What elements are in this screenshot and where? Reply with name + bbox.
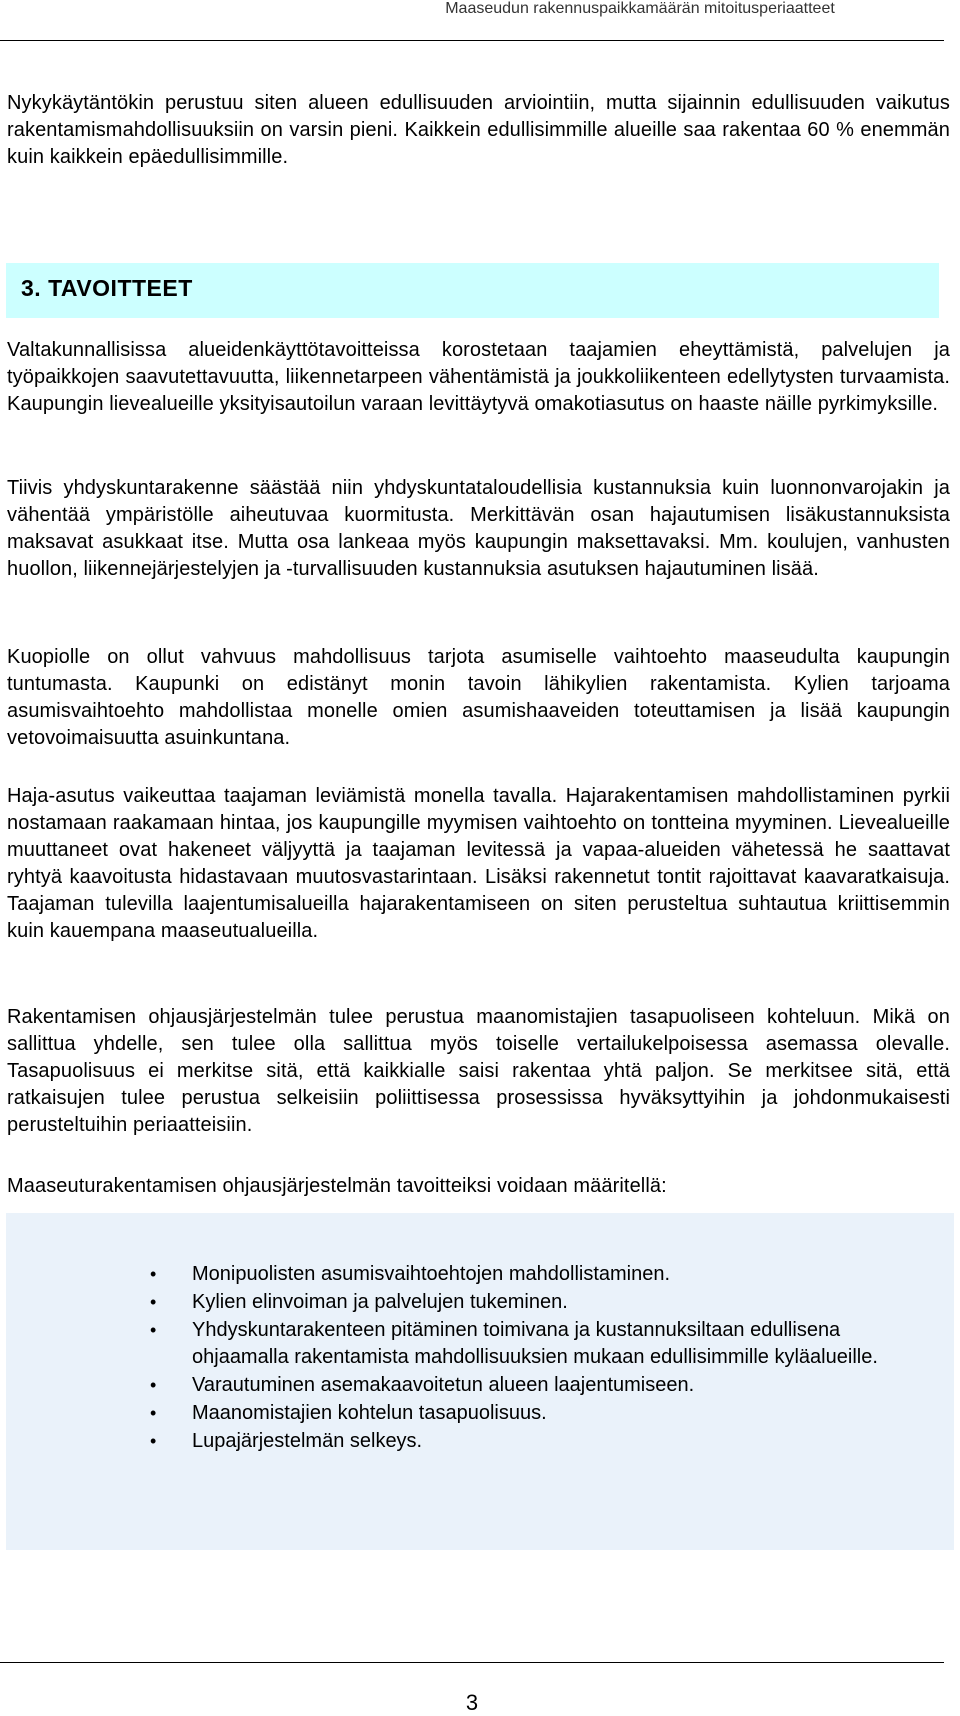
goal-text: Monipuolisten asumisvaihtoehtojen mahdollistaminen.: [192, 1263, 671, 1285]
goal-item: [6, 1428, 954, 1455]
goal-text: Yhdyskuntarakenteen pitäminen toimivana ja kustannuksiltaan edullisena ohjaamalla rakentamista mahdollisuuksien mukaan edullisimmille kyläalueille.: [192, 1319, 878, 1368]
bullet-icon: •: [150, 1375, 157, 1395]
goal-text: Maanomistajien kohtelun tasapuolisuus.: [192, 1402, 547, 1424]
goals-list: [6, 1261, 954, 1456]
body-paragraph-5: Rakentamisen ohjausjärjestelmän tulee perustua maanomistajien tasapuoliseen kohteluun. Mikä on sallittua yhdelle, sen tulee olla sallittua myös toiselle vertailukelpoisessa asemassa olevalle. Tasapuolisuus ei merkitse sitä, että kaikkialle saisi rakentaa yhtä paljon. Se merkitsee sitä, että ratkaisujen tulee perustua selkeisiin poliittisessa prosessissa hyväksyttyihin ja johdonmukaisesti perusteltuihin periaatteisiin.: [7, 1006, 950, 1136]
bullet-icon: •: [150, 1264, 157, 1284]
footer-rule: [0, 1662, 944, 1663]
page-number-text: 3: [465, 1690, 479, 1715]
body-paragraph-3: Kuopiolle on ollut vahvuus mahdollisuus tarjota asumiselle vaihtoehto maaseudulta kaupungin tuntumasta. Kaupunki on edistänyt monin tavoin lähikylien rakentamista. Kylien tarjoama asumisvaihtoehto mahdollistaa monelle omien asumishaaveiden toteuttamisen ja lisää kaupungin vetovoimaisuutta asuinkuntana.: [7, 646, 950, 749]
running-title: Maaseudun rakennuspaikkamäärän mitoitusperiaatteet: [445, 0, 835, 17]
bullet-icon: •: [150, 1431, 157, 1451]
body-paragraph-2: Tiivis yhdyskuntarakenne säästää niin yhdyskuntataloudellisia kustannuksia kuin luonnonvarojakin ja vähentää ympäristölle aiheutuvaa kuormitusta. Merkittävän osan hajautumisen lisäkustannuksista maksavat asukkaat itse. Mutta osa lankeaa myös kaupungin maksettavaksi. Mm. koulujen, vanhusten huollon, liikennejärjestelyjen ja -turvallisuuden kustannuksia asutuksen hajautuminen lisää.: [7, 477, 950, 580]
section-heading-band: [6, 263, 939, 318]
intro-paragraph: Nykykäytäntökin perustuu siten alueen edullisuuden arviointiin, mutta sijainnin edullisuuden vaikutus rakentamismahdollisuuksiin on varsin pieni. Kaikkein edullisimmille alueille saa rakentaa 60 % enemmän kuin kaikkein epäedullisimmille.: [7, 92, 950, 168]
goal-text: Varautuminen asemakaavoitetun alueen laajentumiseen.: [192, 1374, 695, 1396]
goal-item: [6, 1372, 954, 1399]
goals-box: [6, 1213, 954, 1550]
goal-item: [6, 1289, 954, 1316]
page-number: [0, 1690, 944, 1716]
running-header: [0, 0, 944, 41]
body-paragraph-6: Maaseuturakentamisen ohjausjärjestelmän tavoitteiksi voidaan määritellä:: [7, 1175, 667, 1197]
bullet-icon: •: [150, 1403, 157, 1423]
bullet-icon: •: [150, 1292, 157, 1312]
goal-item: [6, 1400, 954, 1427]
body-paragraph-4: Haja-asutus vaikeuttaa taajaman leviämistä monella tavalla. Hajarakentamisen mahdollistaminen pyrkii nostamaan raakamaan hintaa, jos kaupungille myymisen vaihtoehto on tontteina myyminen. Lievealueille muuttaneet ovat hakeneet väljyyttä ja taajaman levitessä ja vapaa-alueiden vähetessä he saattavat ryhtyä kaavoitusta hidastavaan muutosvastarintaan. Lisäksi rakennetut tontit rajoittavat kaavaratkaisuja. Taajaman tulevilla laajentumisalueilla hajarakentamiseen on siten perusteltua suhtautua kriittisemmin kuin kauempana maaseutualueilla.: [7, 785, 950, 942]
body-paragraph-1: Valtakunnallisissa alueidenkäyttötavoitteissa korostetaan taajamien eheyttämistä, palvelujen ja työpaikkojen saavutettavuutta, liikennetarpeen vähentämistä ja joukkoliikenteen edellytysten turvaamista. Kaupungin lievealueille yksityisautoilun varaan levittäytyvä omakotiasutus on haaste näille pyrkimyksille.: [7, 339, 950, 415]
goal-item: [6, 1261, 954, 1288]
goal-text: Lupajärjestelmän selkeys.: [192, 1430, 423, 1452]
section-heading: 3. TAVOITTEET: [21, 275, 193, 301]
goal-item: [6, 1317, 954, 1371]
bullet-icon: •: [150, 1320, 157, 1340]
goal-text: Kylien elinvoiman ja palvelujen tukeminen.: [192, 1291, 568, 1313]
